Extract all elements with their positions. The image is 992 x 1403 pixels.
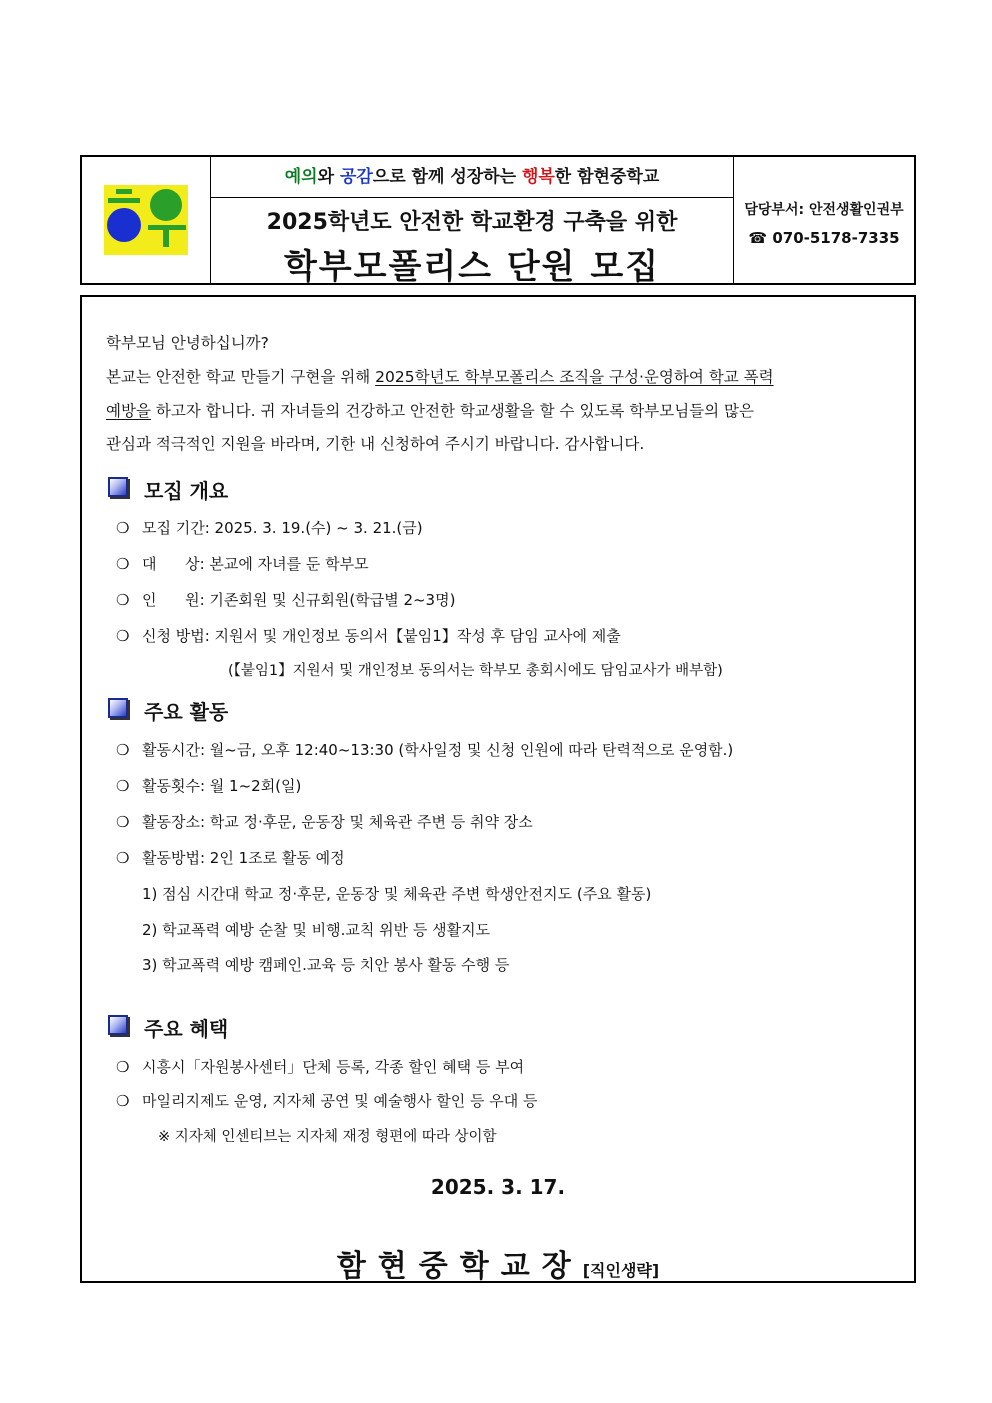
phone-number bbox=[734, 229, 914, 247]
list-item-text: 시흥시「자원봉사센터」단체 등록, 각종 할인 혜택 등 부여 bbox=[142, 1058, 525, 1076]
principal-signer: 함현중학교장 bbox=[336, 1249, 583, 1284]
school-motto bbox=[211, 157, 733, 198]
list-item bbox=[116, 553, 369, 574]
bullet-icon: ❍ bbox=[116, 519, 130, 537]
signature-line bbox=[82, 1241, 914, 1285]
list-item bbox=[116, 811, 533, 832]
intro-emphasis: 예방을 bbox=[106, 402, 151, 420]
bullet-icon: ❍ bbox=[116, 741, 130, 759]
bullet-icon: ❍ bbox=[116, 813, 130, 831]
contact-cell bbox=[734, 157, 914, 283]
document-title: 학부모폴리스 단원 모집 bbox=[283, 247, 661, 287]
list-item-text: 활동방법: 2인 1조로 활동 예정 bbox=[142, 849, 345, 867]
title-cell bbox=[211, 157, 734, 287]
logo-cell bbox=[82, 157, 211, 283]
section-title-recruit: 모집 개요 bbox=[144, 479, 229, 503]
list-item bbox=[116, 739, 733, 760]
greeting: 학부모님 안녕하십니까? bbox=[106, 334, 269, 352]
list-item bbox=[116, 1090, 537, 1111]
list-item bbox=[116, 775, 301, 796]
school-logo bbox=[104, 185, 188, 255]
section-square-icon bbox=[108, 698, 128, 718]
intro-text: 본교는 안전한 학교 만들기 구현을 위해 bbox=[106, 368, 376, 386]
list-item-text: 마일리지제도 운영, 지자체 공연 및 예술행사 할인 등 우대 등 bbox=[142, 1092, 538, 1110]
motto-word-courtesy: 예의 bbox=[284, 167, 318, 187]
intro-emphasis: 2025학년도 학부모폴리스 조직을 구성·운영하여 학교 폭력 bbox=[375, 368, 774, 386]
phone-icon: ☎ bbox=[748, 229, 768, 247]
bullet-icon: ❍ bbox=[116, 591, 130, 609]
sub-list-item: 2) 학교폭력 예방 순찰 및 비행.교칙 위반 등 생활지도 bbox=[142, 921, 491, 939]
list-item bbox=[116, 589, 455, 610]
phone-value: 070-5178-7335 bbox=[772, 229, 900, 247]
intro-line bbox=[106, 365, 774, 387]
list-item-text: 인 원: 기존회원 및 신규회원(학급별 2~3명) bbox=[142, 591, 456, 609]
bullet-icon: ❍ bbox=[116, 849, 130, 867]
bullet-icon: ❍ bbox=[116, 555, 130, 573]
section-title-activity: 주요 활동 bbox=[144, 700, 229, 724]
document-subtitle: 2025학년도 안전한 학교환경 구축을 위한 bbox=[266, 210, 678, 235]
bullet-icon: ❍ bbox=[116, 777, 130, 795]
document-date: 2025. 3. 17. bbox=[430, 1175, 566, 1199]
list-item-text: 활동시간: 월~금, 오후 12:40~13:30 (학사일정 및 신청 인원에 따라 탄력적으로 운영함.) bbox=[142, 741, 734, 759]
motto-text: 와 bbox=[317, 167, 340, 187]
motto-text: 으로 함께 성장하는 bbox=[372, 167, 522, 187]
document-header bbox=[80, 155, 916, 285]
document-body bbox=[80, 295, 916, 1283]
list-item bbox=[116, 517, 423, 538]
section-square-icon bbox=[108, 477, 128, 497]
bullet-icon: ❍ bbox=[116, 627, 130, 645]
department: 담당부서: 안전생활인권부 bbox=[744, 202, 904, 218]
section-square-icon bbox=[108, 1015, 128, 1035]
seal-omitted: [직인생략] bbox=[582, 1261, 660, 1280]
sub-list-item: 3) 학교폭력 예방 캠페인.교육 등 치안 봉사 활동 수행 등 bbox=[142, 956, 510, 974]
list-item bbox=[116, 1056, 524, 1077]
list-item-text: 활동장소: 학교 정·후문, 운동장 및 체육관 주변 등 취약 장소 bbox=[142, 813, 533, 831]
benefit-note: ※ 지자체 인센티브는 지자체 재정 형편에 따라 상이함 bbox=[158, 1129, 497, 1145]
bullet-icon: ❍ bbox=[116, 1058, 130, 1076]
recruit-note: (【붙임1】지원서 및 개인정보 동의서는 학부모 총회시에도 담임교사가 배부함) bbox=[228, 663, 723, 679]
sub-list-item: 1) 점심 시간대 학교 정·후문, 운동장 및 체육관 주변 학생안전지도 (주요 활동) bbox=[142, 885, 652, 903]
motto-text: 한 함현중학교 bbox=[554, 167, 660, 187]
intro-line bbox=[106, 399, 754, 421]
list-item-text: 대 상: 본교에 자녀를 둔 학부모 bbox=[142, 555, 369, 573]
list-item bbox=[116, 847, 345, 868]
intro-line: 관심과 적극적인 지원을 바라며, 기한 내 신청하여 주시기 바랍니다. 감사합니다. bbox=[106, 435, 645, 453]
motto-word-empathy: 공감 bbox=[339, 167, 373, 187]
intro-text: 하고자 합니다. 귀 자녀들의 건강하고 안전한 학교생활을 할 수 있도록 학부모님들의 많은 bbox=[150, 402, 755, 420]
motto-word-happiness: 행복 bbox=[521, 167, 555, 187]
list-item bbox=[116, 625, 621, 646]
list-item-text: 모집 기간: 2025. 3. 19.(수) ~ 3. 21.(금) bbox=[142, 519, 423, 537]
section-title-benefit: 주요 혜택 bbox=[144, 1017, 229, 1041]
bullet-icon: ❍ bbox=[116, 1092, 130, 1110]
list-item-text: 활동횟수: 월 1~2회(일) bbox=[142, 777, 302, 795]
list-item-text: 신청 방법: 지원서 및 개인정보 동의서【붙임1】작성 후 담임 교사에 제출 bbox=[142, 627, 621, 645]
